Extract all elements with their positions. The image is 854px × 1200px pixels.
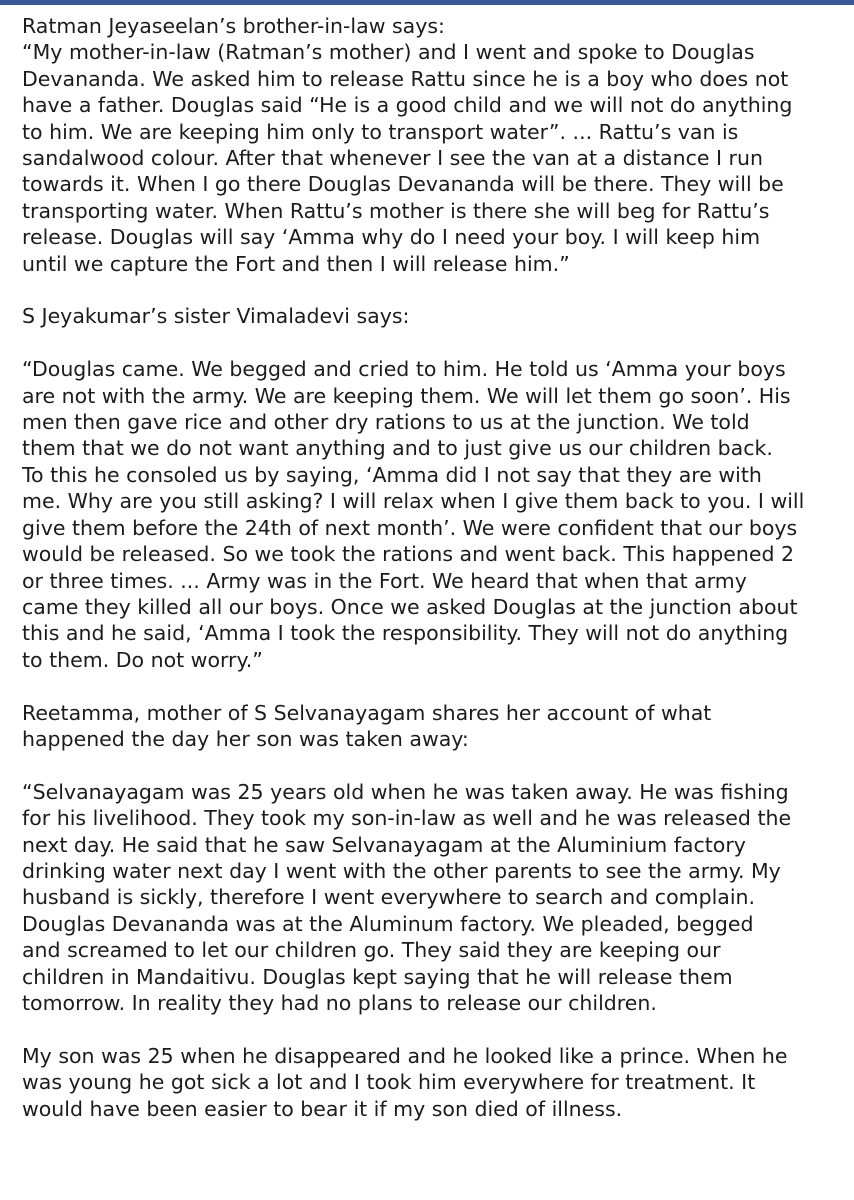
- text-line: children in Mandaitivu. Douglas kept saying that he will release them: [22, 964, 733, 989]
- text-line: “My mother-in-law (Ratman’s mother) and I went and spoke to Douglas: [22, 40, 755, 65]
- paragraph: [22, 356, 840, 673]
- paragraph: [22, 303, 840, 329]
- text-line: “Selvanayagam was 25 years old when he was taken away. He was fishing: [22, 779, 789, 804]
- text-line: S Jeyakumar’s sister Vimaladevi says:: [22, 304, 410, 329]
- text-line: Ratman Jeyaseelan’s brother-in-law says:: [22, 14, 445, 38]
- text-line: next day. He said that he saw Selvanayagam at the Aluminium factory: [22, 832, 746, 857]
- text-line: came they killed all our boys. Once we asked Douglas at the junction about: [22, 594, 798, 619]
- text-line: Douglas Devananda was at the Aluminum factory. We pleaded, begged: [22, 911, 754, 936]
- text-line: would have been easier to bear it if my son died of illness.: [22, 1096, 623, 1121]
- text-line: to him. We are keeping him only to transport water”. ... Rattu’s van is: [22, 119, 739, 144]
- text-line: was young he got sick a lot and I took him everywhere for treatment. It: [22, 1070, 756, 1095]
- text-line: Reetamma, mother of S Selvanayagam shares her account of what: [22, 700, 712, 725]
- text-line: to them. Do not worry.”: [22, 647, 263, 672]
- text-line: drinking water next day I went with the other parents to see the army. My: [22, 858, 781, 883]
- text-line: have a father. Douglas said “He is a good child and we will not do anything: [22, 93, 793, 118]
- text-line: Devananda. We asked him to release Rattu since he is a boy who does not: [22, 66, 789, 91]
- text-line: them that we do not want anything and to just give us our children back.: [22, 436, 773, 461]
- text-line: give them before the 24th of next month’. We were confident that our boys: [22, 515, 798, 540]
- text-line: would be released. So we took the rations and went back. This happened 2: [22, 542, 795, 567]
- text-line: husband is sickly, therefore I went everywhere to search and complain.: [22, 885, 756, 910]
- paragraph-spacer: [22, 673, 840, 699]
- text-line: for his livelihood. They took my son-in-law as well and he was released the: [22, 806, 792, 831]
- text-line: To this he consoled us by saying, ‘Amma did I not say that they are with: [22, 462, 762, 487]
- text-line: or three times. ... Army was in the Fort. We heard that when that army: [22, 568, 747, 593]
- paragraph-spacer: [22, 330, 840, 356]
- text-line: sandalwood colour. After that whenever I see the van at a distance I run: [22, 146, 763, 171]
- paragraph-spacer: [22, 752, 840, 778]
- paragraph-spacer: [22, 277, 840, 303]
- text-line: “Douglas came. We begged and cried to him. He told us ‘Amma your boys: [22, 357, 786, 382]
- text-line: me. Why are you still asking? I will relax when I give them back to you. I will: [22, 489, 805, 514]
- text-line: are not with the army. We are keeping them. We will let them go soon’. His: [22, 383, 791, 408]
- paragraph-spacer: [22, 1016, 840, 1042]
- text-line: and screamed to let our children go. They said they are keeping our: [22, 938, 721, 963]
- text-line: My son was 25 when he disappeared and he looked like a prince. When he: [22, 1043, 788, 1068]
- text-line: until we capture the Fort and then I will release him.”: [22, 251, 570, 276]
- text-line: release. Douglas will say ‘Amma why do I need your boy. I will keep him: [22, 225, 761, 250]
- text-line: transporting water. When Rattu’s mother is there she will beg for Rattu’s: [22, 198, 770, 223]
- text-line: towards it. When I go there Douglas Devananda will be there. They will be: [22, 172, 784, 197]
- text-line: this and he said, ‘Amma I took the responsibility. They will not do anything: [22, 621, 789, 646]
- text-line: men then gave rice and other dry rations to us at the junction. We told: [22, 410, 750, 435]
- paragraph: [22, 779, 840, 1017]
- text-line: happened the day her son was taken away:: [22, 726, 469, 751]
- paragraph: [22, 700, 840, 753]
- paragraph: [22, 1043, 840, 1122]
- document-body: [0, 5, 854, 1200]
- paragraph: [22, 13, 840, 277]
- text-line: tomorrow. In reality they had no plans to release our children.: [22, 990, 657, 1015]
